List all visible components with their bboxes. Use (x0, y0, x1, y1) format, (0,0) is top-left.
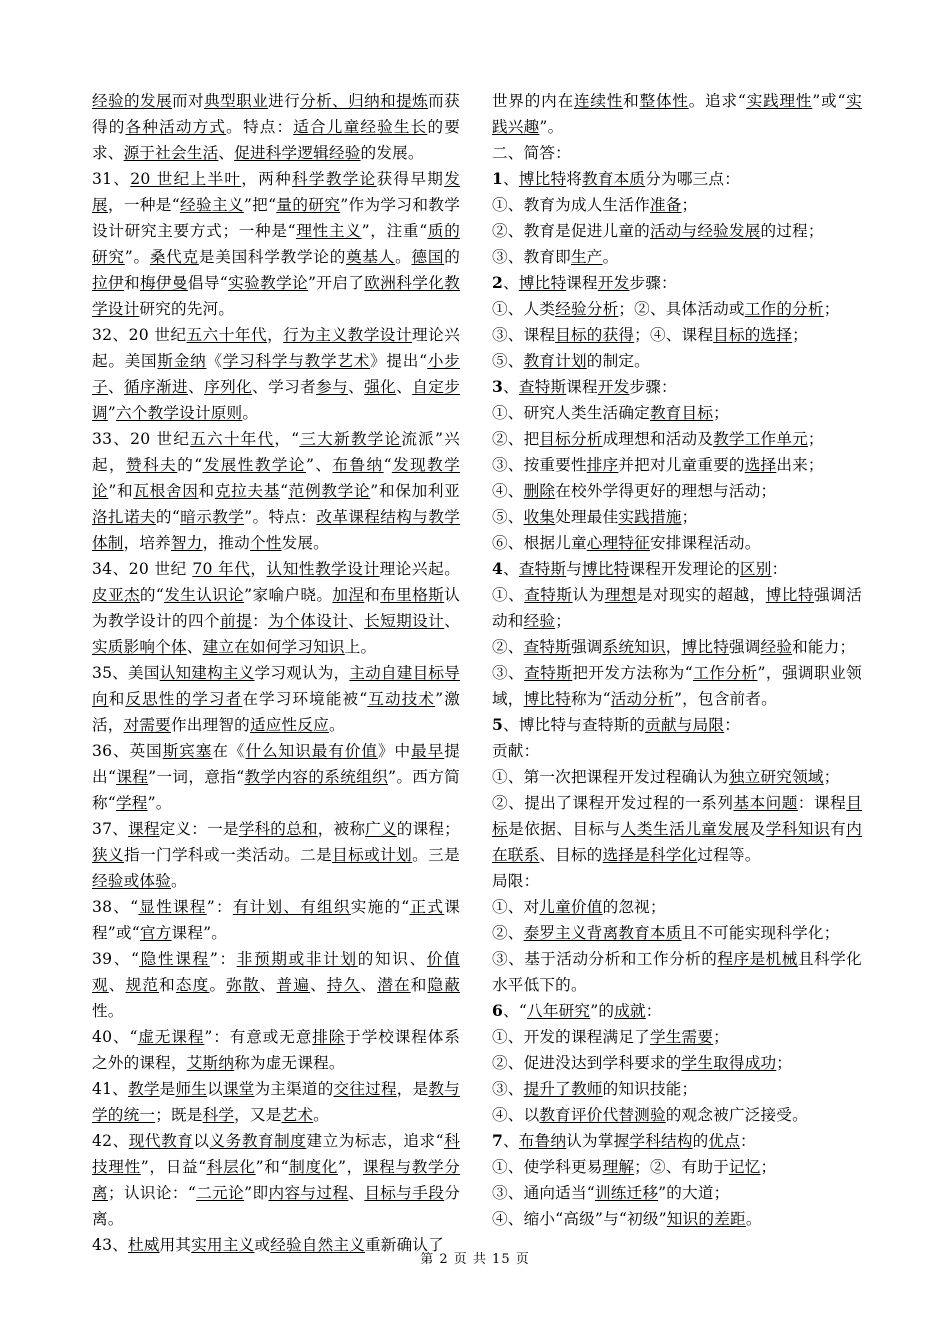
paragraph: 二、简答： (492, 144, 571, 162)
paragraph: ③、教育即生产。 (492, 248, 619, 266)
paragraph: 7、布鲁纳认为掌握学科结构的优点： (492, 1131, 756, 1150)
paragraph: ①、研究人类生活确定教育目标； (492, 404, 729, 422)
paragraph: ⑥、根据儿童心理特征安排课程活动。 (492, 534, 761, 552)
paragraph: 36、英国斯宾塞在《什么知识最有价值》中最早提出“课程”一词，意指“教学内容的系统组织”。西方简称“学程”。 (92, 742, 461, 812)
paragraph: 3、查特斯课程开发步骤： (492, 377, 677, 396)
paragraph: 经验的发展而对典型职业进行分析、归纳和提炼而获得的各种活动方式。特点：适合儿童经验生长的要求、源于社会生活、促进科学逻辑经验的发展。 (92, 92, 461, 162)
left-column (92, 88, 460, 1258)
page-footer: 第 2 页 共 15 页 (420, 1252, 530, 1267)
paragraph: ③、通向适当“训练迁移”的大道； (492, 1184, 730, 1202)
paragraph: ③、查特斯把开发方法称为“工作分析”，强调职业领域，博比特称为“活动分析”，包含前者。 (492, 664, 862, 708)
paragraph: ③、基于活动分析和工作分析的程序是机械且科学化水平低下的。 (492, 950, 862, 994)
paragraph: 41、教学是师生以课堂为主渠道的交往过程，是教与学的统一；既是科学，又是艺术。 (92, 1080, 460, 1124)
paragraph: ②、查特斯强调系统知识，博比特强调经验和能力； (492, 638, 856, 656)
paragraph: ④、以教育评价代替测验的观念被广泛接受。 (492, 1106, 808, 1124)
paragraph: ⑤、收集处理最佳实践措施； (492, 508, 698, 526)
paragraph: ①、查特斯认为理想是对现实的超越，博比特强调活动和经验； (492, 586, 862, 630)
paragraph: 34、20 世纪 70 年代，认知性教学设计理论兴起。皮亚杰的“发生认识论”家喻户晓。加涅和布里格斯认为教学设计的四个前提：为个体设计、长短期设计、实质影响个体、建立在如何学习知识上。 (92, 560, 460, 656)
paragraph: ①、第一次把课程开发过程确认为独立研究领域； (492, 768, 840, 786)
paragraph: ④、缩小“高级”与“初级”知识的差距。 (492, 1210, 762, 1228)
paragraph: ①、开发的课程满足了学生需要； (492, 1028, 729, 1046)
paragraph: 4、查特斯与博比特课程开发理论的区别： (492, 559, 788, 578)
paragraph: 世界的内在连续性和整体性。追求“实践理性”或“实践兴趣”。 (492, 92, 863, 136)
paragraph: ①、使学科更易理解；②、有助于记忆； (492, 1158, 777, 1176)
paragraph: 39、“隐性课程”：非预期或非计划的知识、价值观、规范和态度。弥散、普遍、持久、潜在和隐蔽性。 (92, 950, 461, 1020)
paragraph: ②、教育是促进儿童的活动与经验发展的过程； (492, 222, 824, 240)
paragraph: ②、促进没达到学科要求的学生取得成功； (492, 1054, 793, 1072)
paragraph: 38、“显性课程”：有计划、有组织实施的“正式课程”或“官方课程”。 (92, 898, 461, 942)
paragraph: 33、20 世纪五六十年代，“三大新教学论流派”兴起，赞科夫的“发展性教学论”、布鲁纳“发现教学论”和瓦根舍因和克拉夫基“范例教学论”和保加利亚洛扎诺夫的“暗示教学”。特点：改革课程结构与教学体制，培养智力，推动个性发展。 (92, 430, 460, 552)
paragraph: 32、20 世纪五六十年代，行为主义教学设计理论兴起。美国斯金纳《学习科学与教学艺术》提出“小步子、循序渐进、序列化、学习者参与、强化、自定步调”六个教学设计原则。 (92, 326, 461, 422)
paragraph: ④、删除在校外学得更好的理想与活动； (492, 482, 777, 500)
paragraph: ③、按重要性排序并把对儿童重要的选择出来； (492, 456, 824, 474)
paragraph: 6、“八年研究”的成就： (492, 1001, 662, 1020)
paragraph: 40、“虚无课程”：有意或无意排除于学校课程体系之外的课程，艾斯纳称为虚无课程。 (92, 1028, 460, 1072)
paragraph: 5、博比特与查特斯的贡献与局限： (492, 715, 740, 734)
paragraph: 1、博比特将教育本质分为哪三点： (492, 169, 740, 188)
right-column (492, 88, 862, 1232)
paragraph: 2、博比特课程开发步骤： (492, 273, 677, 292)
paragraph: ①、对儿童价值的忽视； (492, 898, 666, 916)
paragraph: ③、课程目标的获得；④、课程目标的选择； (492, 326, 808, 344)
paragraph: ①、人类经验分析；②、具体活动或工作的分析； (492, 300, 840, 318)
paragraph: 31、20 世纪上半叶，两种科学教学论获得早期发展，一种是“经验主义”把“量的研究”作为学习和教学设计研究主要方式；一种是“理性主义”，注重“质的研究”。桑代克是美国科学教学论的奠基人。德国的拉伊和梅伊曼倡导“实验教学论”开启了欧洲科学化教学设计研究的先河。 (92, 170, 461, 318)
paragraph: 42、现代教育以义务教育制度建立为标志，追求“科技理性”，日益“科层化”和“制度化”，课程与教学分离；认识论：“二元论”即内容与过程、目标与手段分离。 (92, 1132, 461, 1228)
paragraph: 35、美国认知建构主义学习观认为，主动自建目标导向和反思性的学习者在学习环境能被“互动技术”激活，对需要作出理智的适应性反应。 (92, 664, 461, 734)
paragraph: ②、泰罗主义背离教育本质且不可能实现科学化； (492, 924, 840, 942)
paragraph: 37、课程定义：一是学科的总和，被称广义的课程；狭义指一门学科或一类活动。二是目标或计划。三是经验或体验。 (92, 820, 460, 890)
paragraph: ①、教育为成人生活作准备； (492, 196, 698, 214)
paragraph: ②、把目标分析成理想和活动及教学工作单元； (492, 430, 824, 448)
paragraph: ⑤、教育计划的制定。 (492, 352, 650, 370)
paragraph: ②、提出了课程开发过程的一系列基本问题：课程目标是依据、目标与人类生活儿童发展及学科知识有内在联系、目标的选择是科学化过程等。 (492, 794, 863, 864)
paragraph: 贡献： (492, 742, 540, 760)
paragraph: 局限： (492, 872, 540, 890)
paragraph: 43、杜威用其实用主义或经验自然主义重新确认了 (92, 1236, 444, 1254)
paragraph: ③、提升了教师的知识技能； (492, 1080, 698, 1098)
